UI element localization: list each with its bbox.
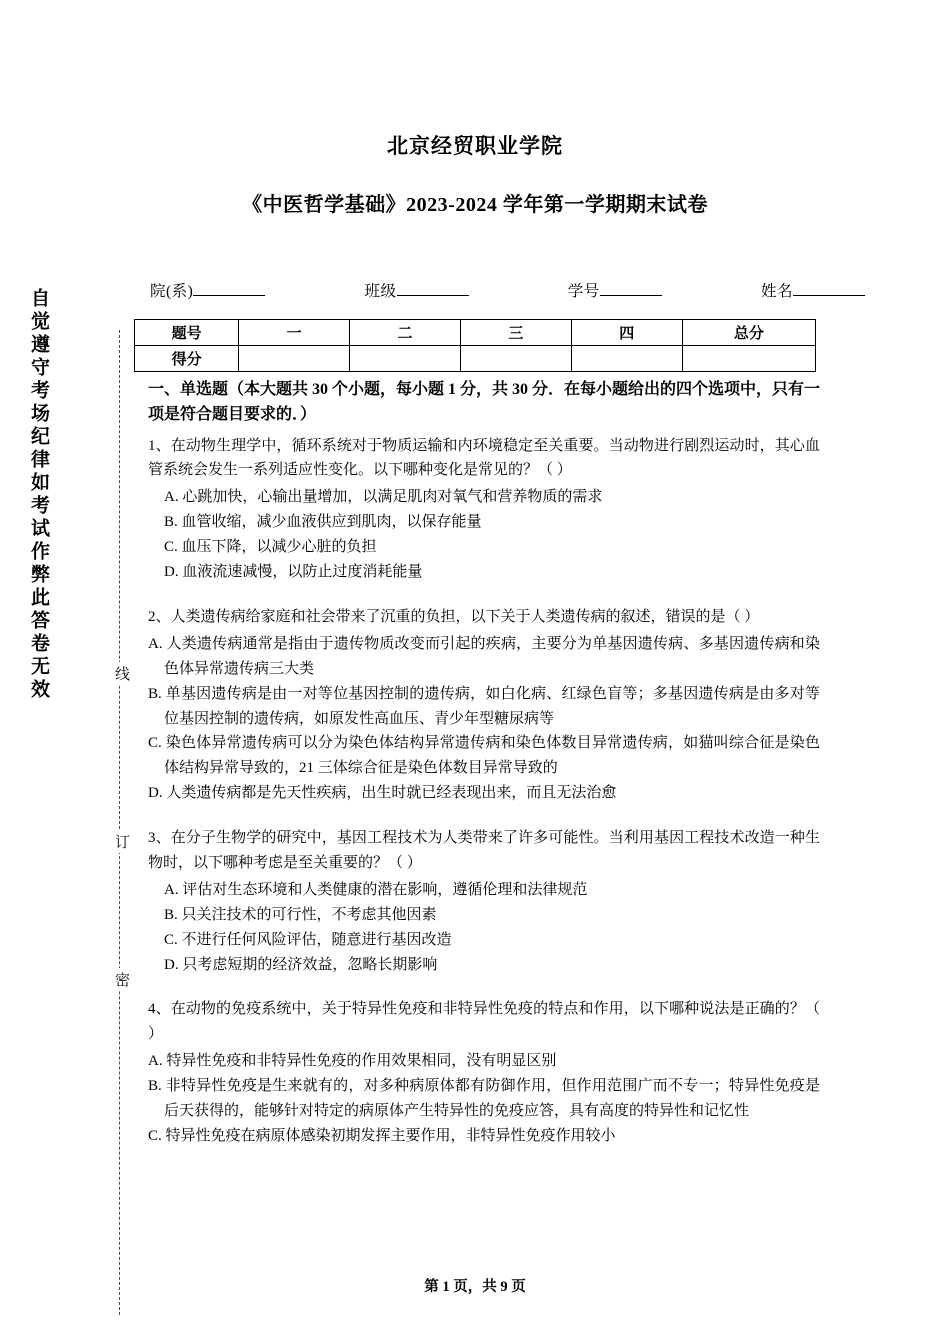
field-name[interactable]	[761, 279, 865, 301]
field-department[interactable]	[150, 279, 265, 301]
option-d[interactable]: D. 只考虑短期的经济效益，忽略长期影响	[164, 956, 438, 973]
option-a[interactable]: A. 评估对生态环境和人类健康的潜在影响，遵循伦理和法律规范	[164, 881, 588, 898]
field-department-label: 院(系)	[150, 283, 194, 300]
option-c[interactable]: C. 染色体异常遗传病可以分为染色体结构异常遗传病和染色体数目异常遗传病，如猫叫综合征是染色体结构异常导致的，21 三体综合征是染色体数目异常导致的	[148, 735, 820, 777]
option-b[interactable]: B. 只关注技术的可行性，不考虑其他因素	[164, 906, 437, 923]
question-stem: 1、在动物生理学中，循环系统对于物质运输和内环境稳定至关重要。当动物进行剧烈运动时，其心血管系统会发生一系列适应性变化。以下哪种变化是常见的？（ ）	[148, 437, 820, 479]
school-name: 北京经贸职业学院	[387, 134, 563, 158]
side-note-text: 自觉遵守考场纪律如考试作弊此答卷无效	[27, 288, 49, 702]
field-class-blank[interactable]	[397, 295, 469, 296]
score-cell-3[interactable]	[460, 346, 571, 372]
option-list	[148, 1049, 820, 1149]
score-table-col-2: 二	[350, 320, 461, 346]
option-d[interactable]: D. 人类遗传病都是先天性疾病，出生时就已经表现出来，而且无法治愈	[148, 785, 617, 802]
option-d[interactable]: D. 血液流速减慢，以防止过度消耗能量	[164, 564, 423, 581]
question-stem: 2、人类遗传病给家庭和社会带来了沉重的负担，以下关于人类遗传病的叙述，错误的是（ ）	[148, 608, 760, 625]
field-student-id-blank[interactable]	[600, 295, 662, 296]
option-a[interactable]: A. 心跳加快，心输出量增加，以满足肌肉对氧气和营养物质的需求	[164, 489, 603, 506]
score-table-label-question: 题号	[135, 320, 239, 346]
score-cell-1[interactable]	[239, 346, 350, 372]
field-class-label: 班级	[364, 283, 397, 300]
score-cell-2[interactable]	[350, 346, 461, 372]
table-row-scores	[135, 346, 816, 372]
option-list	[148, 878, 820, 978]
question-block-3	[148, 826, 820, 977]
option-b[interactable]: B. 非特异性免疫是生来就有的，对多种病原体都有防御作用，但作用范围广而不专一；特异性免疫是后天获得的，能够针对特定的病原体产生特异性的免疫应答，具有高度的特异性和记忆性	[148, 1078, 820, 1119]
question-stem: 4、在动物的免疫系统中，关于特异性免疫和非特异性免疫的特点和作用，以下哪种说法是正确的？（ ）	[148, 1001, 820, 1043]
binding-mark-ding: 订	[108, 830, 132, 853]
question-block-1	[148, 434, 820, 585]
section-heading: 一、单选题（本大题共 30 个小题，每小题 1 分，共 30 分．在每小题给出的四个选项中，只有一项是符合题目要求的．）	[148, 381, 821, 423]
score-table-col-1: 一	[239, 320, 350, 346]
option-c[interactable]: C. 不进行任何风险评估，随意进行基因改造	[164, 931, 452, 948]
field-student-id-label: 学号	[567, 283, 600, 300]
option-c[interactable]: C. 特异性免疫在病原体感染初期发挥主要作用，非特异性免疫作用较小	[148, 1127, 616, 1144]
student-info-row	[0, 279, 950, 301]
score-table	[134, 319, 816, 372]
option-list	[148, 485, 820, 585]
page-footer: 第 1 页，共 9 页	[424, 1279, 526, 1295]
field-student-id[interactable]	[568, 279, 662, 301]
side-note-wrapper	[28, 288, 68, 702]
score-table-label-score: 得分	[135, 346, 239, 372]
exam-title: 《中医哲学基础》2023-2024 学年第一学期期末试卷	[242, 194, 708, 216]
question-block-4	[148, 997, 820, 1148]
option-b[interactable]: B. 单基因遗传病是由一对等位基因控制的遗传病，如白化病、红绿色盲等；多基因遗传病是由多对等位基因控制的遗传病，如原发性高血压、青少年型糖尿病等	[148, 685, 820, 727]
exam-body	[148, 378, 820, 1169]
field-class[interactable]	[365, 279, 469, 301]
table-row-question-numbers	[135, 320, 816, 346]
question-stem: 3、在分子生物学的研究中，基因工程技术为人类带来了许多可能性。当利用基因工程技术改造一种生物时，以下哪种考虑是至关重要的？（ ）	[148, 830, 820, 871]
option-list	[148, 632, 820, 806]
score-cell-total[interactable]	[682, 346, 815, 372]
option-a[interactable]: A. 特异性免疫和非特异性免疫的作用效果相同，没有明显区别	[148, 1053, 557, 1070]
binding-dashed-line	[119, 330, 120, 1315]
option-b[interactable]: B. 血管收缩，减少血液供应到肌肉，以保存能量	[164, 514, 482, 531]
score-cell-4[interactable]	[571, 346, 682, 372]
option-a[interactable]: A. 人类遗传病通常是指由于遗传物质改变而引起的疾病，主要分为单基因遗传病、多基因遗传病和染色体异常遗传病三大类	[148, 635, 820, 677]
score-table-col-4: 四	[571, 320, 682, 346]
question-block-2	[148, 605, 820, 806]
score-table-col-total: 总分	[682, 320, 815, 346]
field-name-blank[interactable]	[793, 295, 865, 296]
score-table-col-3: 三	[460, 320, 571, 346]
binding-mark-mi: 密	[108, 968, 132, 991]
field-name-label: 姓名	[760, 283, 793, 300]
binding-mark-line: 线	[108, 662, 132, 685]
option-c[interactable]: C. 血压下降，以减少心脏的负担	[164, 539, 377, 556]
field-department-blank[interactable]	[193, 295, 265, 296]
